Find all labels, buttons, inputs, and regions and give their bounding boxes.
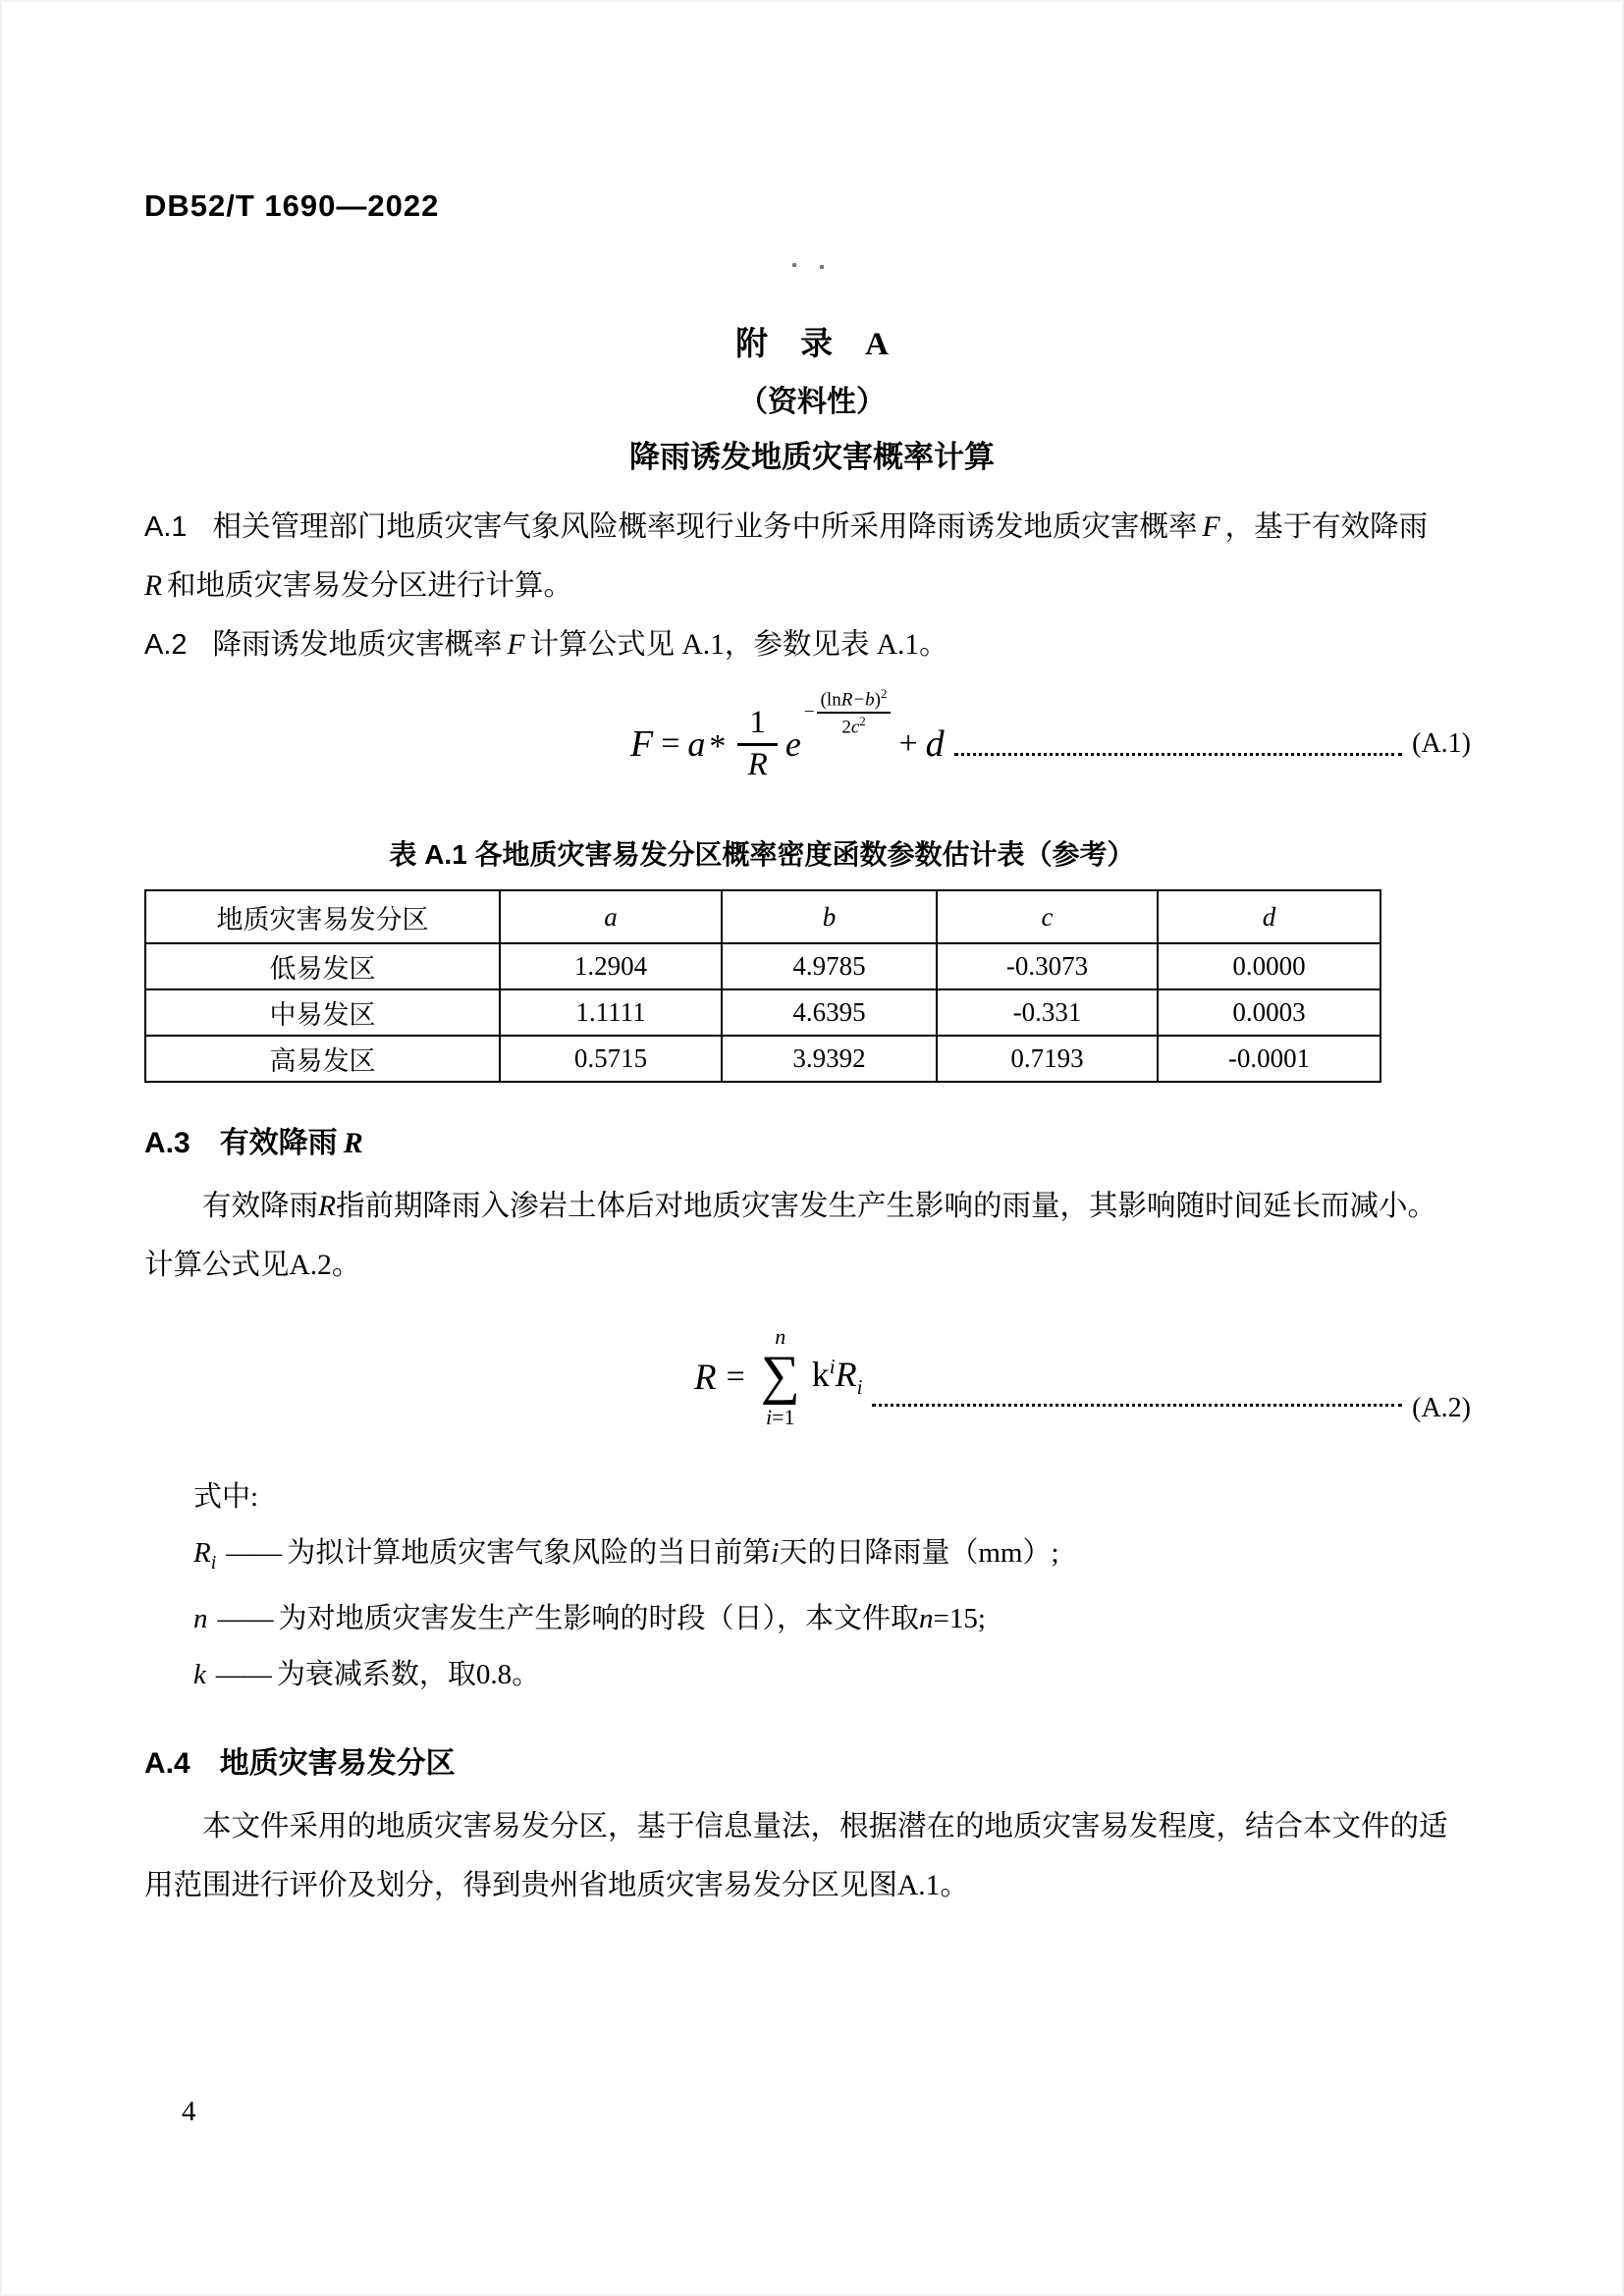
cell-a: 1.2904 <box>500 943 722 989</box>
definition-text: 为衰减系数，取0.8。 <box>276 1658 541 1690</box>
section-a3-text: 指前期降雨入渗岩土体后对地质灾害发生产生影响的雨量，其影响随时间延长而减小。 <box>336 1191 1437 1222</box>
em-dash: —— <box>215 1658 271 1690</box>
var-F: F <box>507 629 525 661</box>
definition-text: 为对地质灾害发生产生影响的时段（日），本文件取 <box>278 1602 920 1634</box>
section-a3-text: 有效降雨 <box>202 1191 319 1222</box>
section-a1-line2 <box>144 557 1475 615</box>
cell-zone: 低易发区 <box>145 943 500 989</box>
section-a1-text: 和地质灾害易发分区进行计算。 <box>167 570 573 602</box>
formula-a1-row <box>144 684 1475 804</box>
definition-Ri <box>193 1525 1475 1591</box>
section-a1-text: ，基于有效降雨 <box>1224 511 1429 543</box>
formula-a2-lhs: R <box>694 1357 717 1398</box>
equation-label-a2: (A.2) <box>1412 1393 1471 1423</box>
var-k: k <box>811 1355 830 1395</box>
cell-zone: 中易发区 <box>145 989 500 1036</box>
summand-term <box>812 1354 863 1400</box>
section-a2 <box>144 615 1475 674</box>
appendix-subtitle-informative: （资料性） <box>738 386 886 418</box>
cell-d: 0.0000 <box>1158 943 1380 989</box>
dotted-leader <box>872 1404 1402 1407</box>
formula-a1-coef: a <box>687 724 706 764</box>
symbol-R: R <box>193 1537 211 1569</box>
var-c: c <box>850 717 860 738</box>
col-header-d: d <box>1158 890 1380 943</box>
cell-a: 0.5715 <box>500 1036 722 1082</box>
section-a1-label: A.1 <box>144 511 188 543</box>
cell-b: 4.9785 <box>722 943 937 989</box>
cell-b: 4.6395 <box>722 989 937 1036</box>
page-content <box>144 498 1475 1915</box>
cell-c: -0.331 <box>937 989 1158 1036</box>
table-header-row <box>145 890 1380 943</box>
dotted-leader <box>954 753 1402 756</box>
formula-a1-lhs: F <box>630 723 654 765</box>
section-a3-label: A.3 <box>144 1127 190 1159</box>
ln-open: (ln <box>820 689 841 711</box>
cell-c: 0.7193 <box>937 1036 1158 1082</box>
section-a1 <box>144 498 1475 615</box>
fraction-1-over-R <box>737 704 778 784</box>
appendix-subtitle-topic: 降雨诱发地质灾害概率计算 <box>629 440 995 474</box>
sigma-icon: ∑ <box>760 1345 800 1407</box>
where-clause <box>144 1469 1475 1703</box>
var-d: d <box>925 723 945 765</box>
var-F: F <box>1202 511 1220 543</box>
squared-sup: 2 <box>880 685 888 701</box>
section-a3-heading-text: 有效降雨 <box>219 1127 338 1159</box>
page-number: 4 <box>182 2096 196 2127</box>
table-row <box>145 943 1380 989</box>
var-R: R <box>318 1191 337 1222</box>
cell-a: 1.1111 <box>500 989 722 1036</box>
minus-sign: − <box>803 702 815 723</box>
definition-text: 为拟计算地质灾害气象风险的当日前第 <box>287 1537 772 1569</box>
exponent-denominator <box>841 714 865 739</box>
section-a2-label: A.2 <box>144 629 188 661</box>
formula-a2-row <box>144 1308 1475 1446</box>
section-a4-label: A.4 <box>144 1746 190 1780</box>
coef-2: 2 <box>841 717 851 738</box>
cell-zone: 高易发区 <box>145 1036 500 1082</box>
table-a1 <box>144 889 1381 1083</box>
exponent-mini-fraction <box>817 686 892 739</box>
equals-sign: = <box>726 1359 745 1395</box>
squared-sup: 2 <box>859 714 866 728</box>
var-R: R <box>343 1127 363 1159</box>
exponent-numerator <box>817 686 892 714</box>
doc-code: DB52/T 1690—2022 <box>144 188 440 223</box>
definition-k <box>193 1647 1475 1703</box>
section-a4-heading <box>144 1738 1475 1782</box>
sum-upper-limit: n <box>775 1324 786 1350</box>
exponent-i: i <box>829 1355 836 1379</box>
col-header-a: a <box>500 890 722 943</box>
where-intro: 式中: <box>193 1481 259 1513</box>
section-a3-line2: 计算公式见A.2。 <box>144 1250 361 1281</box>
var-i: i <box>771 1537 780 1569</box>
section-a1-line1 <box>144 498 1475 557</box>
equals-sign: = <box>661 725 680 762</box>
section-a4-paragraph <box>144 1797 1475 1915</box>
section-a4-line1: 本文件采用的地质灾害易发分区，基于信息量法，根据潜在的地质灾害易发程度，结合本文件的适 <box>202 1810 1448 1842</box>
section-a1-text: 相关管理部门地质灾害气象风险概率现行业务中所采用降雨诱发地质灾害概率 <box>212 511 1198 543</box>
definition-text: =15; <box>933 1602 986 1634</box>
section-a3-heading <box>144 1118 1475 1161</box>
col-header-b: b <box>722 890 937 943</box>
index-i: i <box>765 1404 773 1429</box>
equals-one: =1 <box>772 1404 795 1429</box>
summation-symbol <box>761 1326 800 1427</box>
appendix-title: 附 录 A <box>735 327 889 362</box>
table-a1-caption: 表 A.1 各地质灾害易发分区概率密度函数参数估计表（参考） <box>389 839 1135 870</box>
em-dash: —— <box>226 1537 282 1569</box>
var-R: R <box>835 1355 857 1395</box>
formula-a1 <box>630 685 945 784</box>
symbol-k: k <box>193 1658 206 1690</box>
cell-d: -0.0001 <box>1158 1036 1380 1082</box>
euler-e: e <box>785 724 801 764</box>
equation-label-a1: (A.1) <box>1412 728 1471 759</box>
section-a2-text: 降雨诱发地质灾害概率 <box>212 629 503 661</box>
fraction-denominator: R <box>747 746 768 782</box>
cell-d: 0.0003 <box>1158 989 1380 1036</box>
asterisk-operator: * <box>709 728 727 765</box>
scan-artifact-dot <box>792 263 796 267</box>
var-n: n <box>919 1602 934 1634</box>
scan-artifact-dot <box>820 265 824 269</box>
cell-c: -0.3073 <box>937 943 1158 989</box>
exponent-fraction <box>804 686 892 739</box>
em-dash: —— <box>217 1602 273 1634</box>
close-paren: ) <box>874 689 881 711</box>
section-a4-line2: 用范围进行评价及划分，得到贵州省地质灾害易发分区见图A.1。 <box>144 1869 969 1901</box>
table-row <box>145 1036 1380 1082</box>
exp-variables: R−b <box>840 689 875 711</box>
table-row <box>145 989 1380 1036</box>
subscript-i: i <box>856 1375 863 1400</box>
symbol-sub-i: i <box>210 1551 217 1574</box>
definition-n <box>193 1591 1475 1647</box>
col-header-zone: 地质灾害易发分区 <box>145 890 500 943</box>
formula-a2 <box>694 1326 862 1427</box>
symbol-n: n <box>193 1602 208 1634</box>
sum-lower-limit <box>765 1404 795 1429</box>
plus-sign: + <box>898 725 918 762</box>
section-a4-heading-text: 地质灾害易发分区 <box>219 1746 456 1780</box>
definition-text: 天的日降雨量（mm）; <box>779 1537 1059 1569</box>
cell-b: 3.9392 <box>722 1036 937 1082</box>
section-a3-paragraph <box>144 1177 1475 1295</box>
appendix-title-block <box>2 318 1622 476</box>
fraction-numerator: 1 <box>737 704 778 746</box>
var-R: R <box>144 570 163 602</box>
section-a3-line1 <box>144 1177 1475 1236</box>
col-header-c: c <box>937 890 1158 943</box>
section-a2-text: 计算公式见 A.1，参数见表 A.1。 <box>529 629 948 661</box>
